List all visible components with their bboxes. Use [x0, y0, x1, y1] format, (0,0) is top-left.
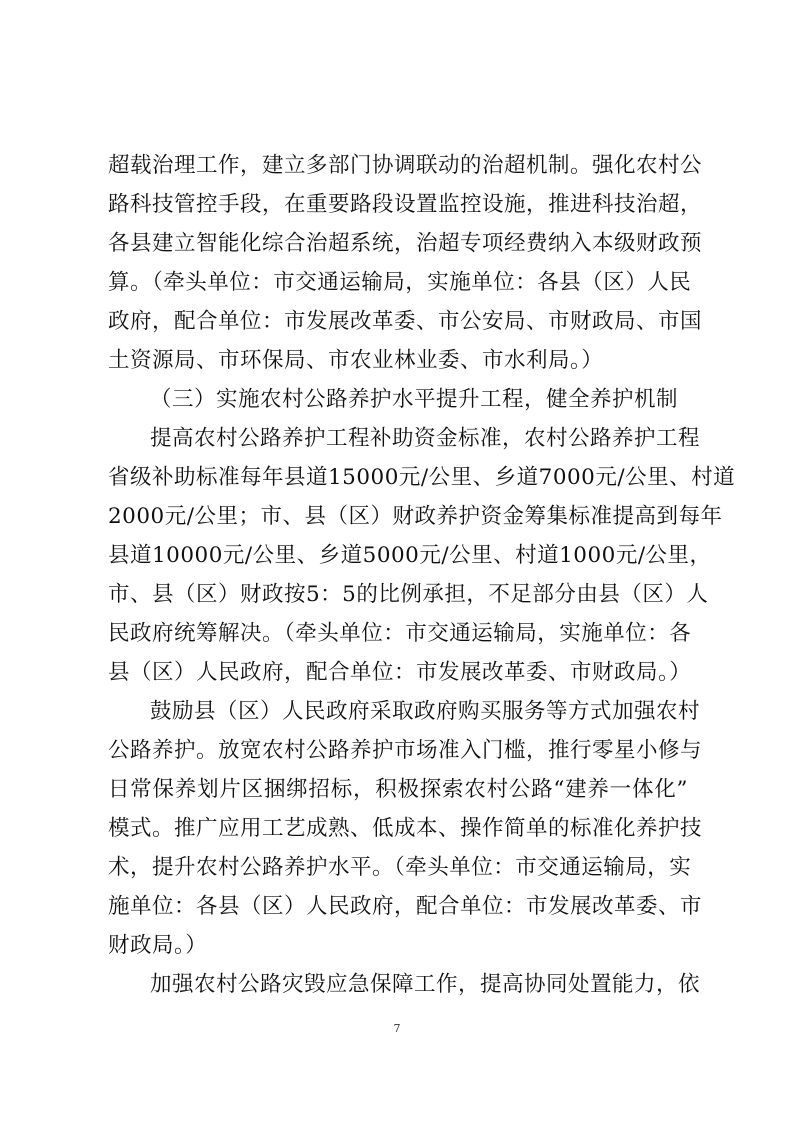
text-line: 模式。推广应用工艺成熟、低成本、操作简单的标准化养护技	[108, 816, 703, 841]
text-line: 政府，配合单位：市发展改革委、市公安局、市财政局、市国	[108, 309, 703, 334]
text-line: 市、县（区）财政按5：5的比例承担，不足部分由县（区）人	[108, 582, 709, 607]
text-line: 公路养护。放宽农村公路养护市场准入门槛，推行零星小修与	[108, 738, 703, 763]
text-line: 路科技管控手段，在重要路段设置监控设施，推进科技治超，	[108, 192, 703, 217]
text-line: 术，提升农村公路养护水平。（牵头单位：市交通运输局，实	[108, 855, 692, 880]
text-line: 超载治理工作，建立多部门协调联动的治超机制。强化农村公	[108, 153, 703, 178]
text-line: 日常保养划片区捆绑招标，积极探索农村公路“建养一体化”	[108, 777, 688, 802]
text-line: 土资源局、市环保局、市农业林业委、市水利局。）	[108, 348, 604, 373]
text-line: 县（区）人民政府，配合单位：市发展改革委、市财政局。）	[108, 660, 692, 685]
paragraph-first-line: 提高农村公路养护工程补助资金标准，农村公路养护工程	[150, 426, 701, 451]
text-line: 2000元/公里；市、县（区）财政养护资金筹集标准提高到每年	[108, 504, 723, 529]
text-line: 各县建立智能化综合治超系统，治超专项经费纳入本级财政预	[108, 231, 703, 256]
text-line: 省级补助标准每年县道15000元/公里、乡道7000元/公里、村道	[108, 465, 736, 490]
paragraph-first-line: 鼓励县（区）人民政府采取政府购买服务等方式加强农村	[150, 699, 701, 724]
page-number: 7	[393, 1022, 401, 1035]
text-line: 施单位：各县（区）人民政府，配合单位：市发展改革委、市	[108, 894, 703, 919]
text-line: 民政府统筹解决。（牵头单位：市交通运输局，实施单位：各	[108, 621, 692, 646]
section-heading: （三）实施农村公路养护水平提升工程，健全养护机制	[150, 387, 679, 412]
text-line: 财政局。）	[108, 933, 208, 958]
text-line: 算。（牵头单位：市交通运输局，实施单位：各县（区）人民	[108, 270, 692, 295]
text-line: 县道10000元/公里、乡道5000元/公里、村道1000元/公里，	[108, 543, 712, 568]
paragraph-first-line: 加强农村公路灾毁应急保障工作，提高协同处置能力，依	[150, 972, 701, 997]
